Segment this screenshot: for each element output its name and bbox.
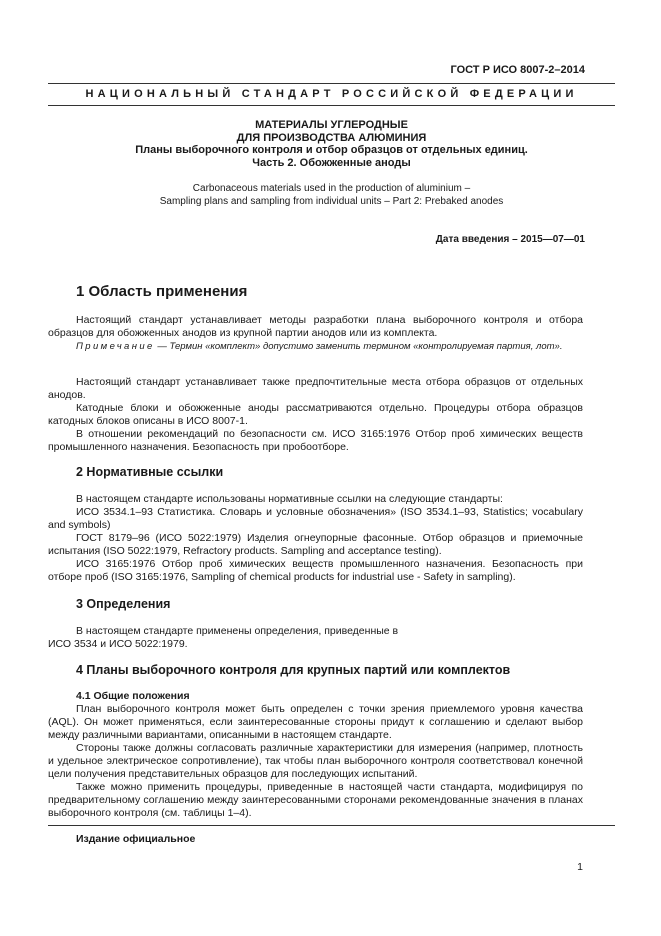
note-label: Примечание: [76, 341, 155, 352]
section-1-paragraph-1: Настоящий стандарт устанавливает методы разработки плана выборочного контроля и отбора образцов для обожженных анодов из крупной партии анодов или из комплекта.: [48, 314, 583, 339]
section-2-reference-gost-8179: ГОСТ 8179–96 (ИСО 5022:1979) Изделия огнеупорные фасонные. Отбор образцов и приемочные испытания (ISO 5022:1979, Refractory products. Sampling and acceptance testing).: [48, 532, 583, 557]
section-3-paragraph-1: [48, 625, 583, 651]
national-standard-banner: НАЦИОНАЛЬНЫЙ СТАНДАРТ РОССИЙСКОЙ ФЕДЕРАЦИИ: [85, 88, 578, 100]
section-2-reference-iso-3534: ИСО 3534.1–93 Статистика. Словарь и условные обозначения» (ISO 3534.1–93, Statistics; vocabulary and symbols): [48, 506, 583, 531]
page-number: 1: [577, 861, 583, 873]
footer-rule: [48, 825, 615, 826]
section-4-1-paragraph-1: План выборочного контроля может быть определен с точки зрения приемлемого уровня качества (AQL). Он может применяться, если заинтересованные стороны придут к соглашению и сделают выбор между различными вариантами, описанными в настоящем стандарте.: [48, 703, 583, 741]
title-line-1: МАТЕРИАЛЫ УГЛЕРОДНЫЕ: [255, 119, 408, 131]
section-1-note: [48, 340, 583, 353]
title-line-4: Часть 2. Обожженные аноды: [252, 156, 411, 169]
introduction-date: Дата введения – 2015—07—01: [435, 234, 585, 245]
section-1-heading: 1 Область применения: [76, 283, 248, 300]
section-1-paragraph-3: Катодные блоки и обожженные аноды рассматриваются отдельно. Процедуры отбора образцов катодных блоков описаны в ИСО 8007-1.: [48, 402, 583, 427]
header-rule-bottom: [48, 105, 615, 106]
section-1-paragraph-2: Настоящий стандарт устанавливает также предпочтительные места отбора образцов от отдельных анодов.: [48, 376, 583, 401]
section-4-1-heading: 4.1 Общие положения: [76, 690, 190, 702]
english-title-line-1: Carbonaceous materials used in the production of aluminium –: [192, 183, 471, 194]
title-line-2: ДЛЯ ПРОИЗВОДСТВА АЛЮМИНИЯ: [236, 131, 427, 144]
section-4-1-paragraph-3: Также можно применить процедуры, приведенные в настоящей части стандарта, модифицируя по предварительному соглашению между заинтересованными сторонами рекомендованные значения в планах выборочного контроля (см. таблицы 1–4).: [48, 781, 583, 819]
english-title-line-2: Sampling plans and sampling from individual units – Part 2: Prebaked anodes: [159, 196, 504, 207]
official-edition-label: Издание официальное: [76, 833, 196, 845]
section-2-heading: 2 Нормативные ссылки: [76, 465, 224, 479]
note-text: — Термин «комплект» допустимо заменить термином «контролируемая партия, лот».: [154, 341, 563, 352]
section-3-line-1: В настоящем стандарте применены определения, приведенные в: [76, 625, 399, 637]
title-line-3: Планы выборочного контроля и отбор образцов от отдельных единиц.: [135, 144, 528, 156]
header-rule-top: [48, 83, 615, 84]
section-2-reference-iso-3165: ИСО 3165:1976 Отбор проб химических веществ промышленного назначения. Безопасность при отборе проб (ISO 3165:1976, Sampling of chemical products for industrial use - Safety in sampling).: [48, 558, 583, 583]
section-3-line-2: ИСО 3534 и ИСО 5022:1979.: [48, 638, 188, 650]
section-1-paragraph-4: В отношении рекомендаций по безопасности см. ИСО 3165:1976 Отбор проб химических веществ промышленного назначения. Безопасность при пробоотборе.: [48, 428, 583, 453]
section-3-heading: 3 Определения: [76, 597, 171, 611]
section-2-paragraph-1: В настоящем стандарте использованы нормативные ссылки на следующие стандарты:: [76, 493, 503, 505]
section-4-1-paragraph-2: Стороны также должны согласовать различные характеристики для измерения (например, плотность и удельное электрическое сопротивление), так чтобы план выборочного контроля соответствовал конечной цели получения представительных образцов для последующих испытаний.: [48, 742, 583, 780]
title-block: [48, 119, 615, 169]
english-title: [48, 182, 615, 208]
section-4-heading: 4 Планы выборочного контроля для крупных партий или комплектов: [76, 663, 511, 677]
standard-code: ГОСТ Р ИСО 8007-2–2014: [450, 64, 585, 76]
